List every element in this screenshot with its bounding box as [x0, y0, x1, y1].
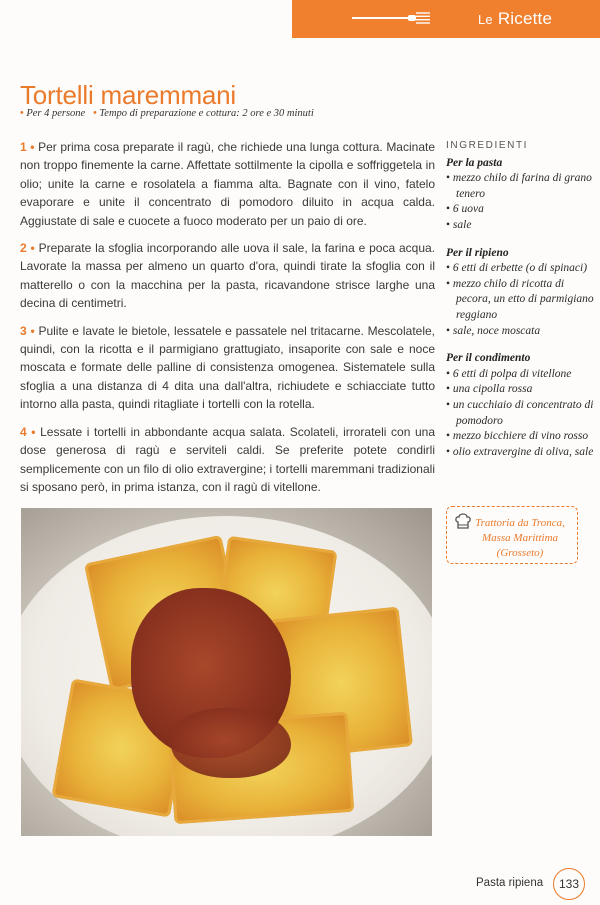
step-text: Preparate la sfoglia incorporando alle uova il sale, la farina e poca acqua. Lavorate la massa per almeno un quarto d'ora, quindi tirate la sfoglia con il matterello o con la macchina per la pasta, ricavandone strisce larghe una decina di centimetri. — [20, 241, 436, 311]
ingredient-group — [446, 156, 596, 234]
section-prefix: Le — [478, 12, 493, 27]
section-title — [478, 9, 552, 29]
recipe-step: 2 • Preparate la sfoglia incorporando alle uova il sale, la farina e poca acqua. Lavorate la massa per almeno un quarto d'ora, quindi tirate la sfoglia con il matterello o con la macchina per la pasta, ricavandone strisce larghe una decina di centimetri. — [20, 241, 436, 311]
page-number: 133 — [553, 868, 585, 900]
recipe-title: Tortelli maremmani — [20, 80, 237, 110]
section-header — [292, 0, 600, 38]
recipe-steps — [20, 138, 435, 505]
ingredient-item: • mezzo bicchiere di vino rosso — [446, 429, 596, 445]
ingredients-heading: INGREDIENTI — [446, 140, 529, 151]
ingredient-group-title: Per la pasta — [446, 156, 503, 169]
ingredient-group — [446, 246, 596, 340]
ingredient-group — [446, 351, 596, 460]
recipe-step: 3 • Pulite e lavate le bietole, lessatele e passatele nel tritacarne. Mescolatele, quindi, con la ricotta e il parmigiano grattugiato, insaporite con sale e noce moscata e formate delle palline di consistenza omogenea. Sistematele sulla sfoglia a una distanza di 4 dita una dall'altra, richiudete e schiacciate tutto intorno alla pasta, quindi ritagliate i tortelli con la rotella. — [20, 323, 436, 412]
ingredient-item: • un cucchiaio di concentrato di pomodoro — [446, 398, 596, 429]
servings: Per 4 persone — [26, 108, 86, 119]
recipe-meta — [20, 108, 314, 119]
step-number: 4 — [20, 424, 27, 439]
step-number: 3 — [20, 323, 27, 338]
section-name: Ricette — [497, 9, 553, 28]
source-text: Trattoria da Tronca, Massa Marittima (Grosseto) — [475, 517, 565, 559]
ingredient-group-title: Per il condimento — [446, 352, 531, 365]
source-box — [446, 506, 578, 564]
chapter-name: Pasta ripiena — [476, 877, 544, 889]
recipe-step: 1 • Per prima cosa preparate il ragù, che richiede una lunga cottura. Macinate non troppo finemente la carne. Affettate sottilmente la cipolla e soffriggetela in olio; unite la carne e rosolatela a fiamma alta. Bagnate con il vino, fatelo evaporare e unite il concentrato di pomodoro diluito in acqua calda. Aggiustate di sale e cuocete a fuoco moderato per un paio di ore. — [20, 140, 436, 228]
dish-photo — [21, 508, 432, 836]
ingredient-item: • 6 etti di erbette (o di spinaci) — [446, 261, 596, 277]
ingredient-item: • sale — [446, 218, 596, 234]
ingredient-item: • mezzo chilo di ricotta di pecora, un etto di parmigiano reggiano — [446, 277, 596, 324]
bullet-icon: • — [93, 108, 97, 119]
bullet-icon: • — [20, 108, 24, 119]
ingredient-item: • 6 etti di polpa di vitellone — [446, 367, 596, 383]
step-text: Pulite e lavate le bietole, lessatele e passatele nel tritacarne. Mescolatele, quindi, con la ricotta e il parmigiano grattugiato, insaporite con sale e noce moscata e formate delle palline di consistenza omogenea. Sistematele sulla sfoglia a una distanza di 4 dita una dall'altra, richiudete e schiacciate tutto intorno alla pasta, quindi ritagliate i tortelli con la rotella. — [20, 323, 436, 412]
recipe-step: 4 • Lessate i tortelli in abbondante acqua salata. Scolateli, irrorateli con una dose generosa di ragù e serviteli caldi. Se preferite potete condirli semplicemente con un filo di olio extravergine; i tortelli maremmani tradizionali si sposano però, in prima istanza, con il ragù di vitellone. — [20, 424, 435, 494]
ingredient-item: • olio extravergine di oliva, sale — [446, 445, 596, 461]
ingredient-item: • una cipolla rossa — [446, 382, 596, 398]
ingredient-item: • mezzo chilo di farina di grano tenero — [446, 171, 596, 202]
step-number: 2 — [20, 241, 27, 256]
fork-icon — [352, 10, 432, 26]
step-number: 1 — [20, 140, 27, 154]
ingredient-group-title: Per il ripieno — [446, 246, 509, 259]
ragu-sauce — [171, 708, 291, 778]
ingredient-item: • sale, noce moscata — [446, 324, 596, 340]
prep-time: Tempo di preparazione e cottura: 2 ore e 30 minuti — [99, 108, 314, 119]
step-text: Lessate i tortelli in abbondante acqua salata. Scolateli, irrorateli con una dose generosa di ragù e serviteli caldi. Se preferite potete condirli semplicemente con un filo di olio extravergine; i tortelli maremmani tradizionali si sposano però, in prima istanza, con il ragù di vitellone. — [20, 424, 435, 494]
ingredient-item: • 6 uova — [446, 202, 596, 218]
step-text: Per prima cosa preparate il ragù, che richiede una lunga cottura. Macinate non troppo finemente la carne. Affettate sottilmente la cipolla e soffriggetela in olio; unite la carne e rosolatela a fiamma alta. Bagnate con il vino, fatelo evaporare e unite il concentrato di pomodoro diluito in acqua calda. Aggiustate di sale e cuocete a fuoco moderato per un paio di ore. — [20, 140, 436, 228]
ingredients-panel — [446, 138, 596, 472]
